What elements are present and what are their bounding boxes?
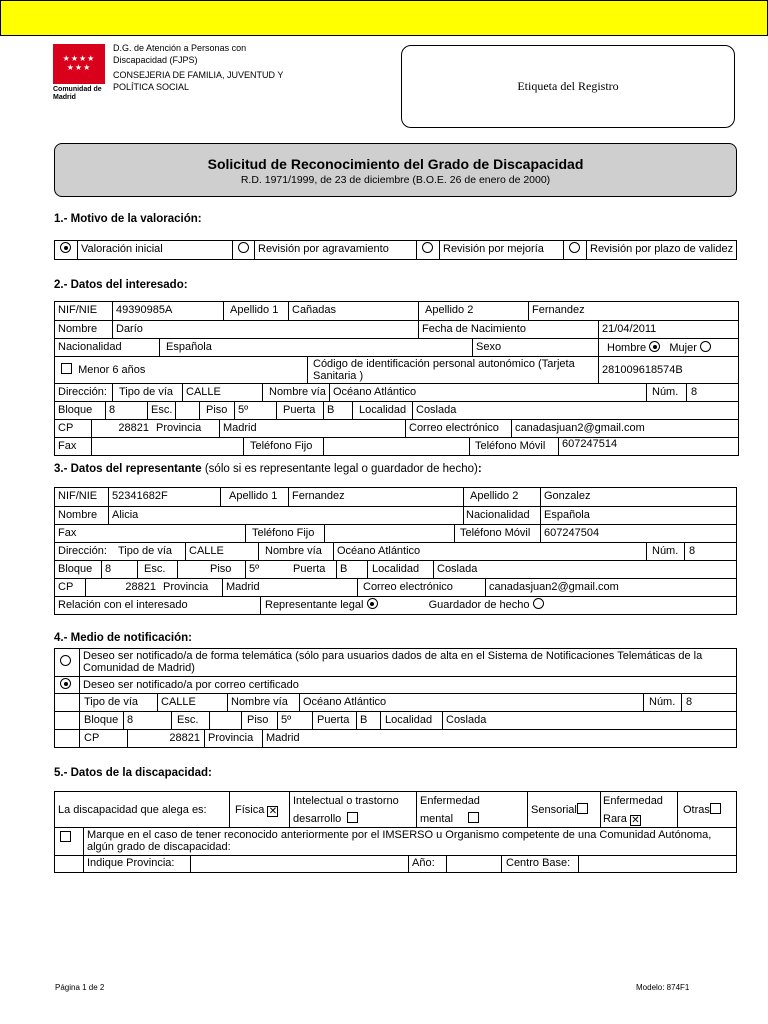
motivo-table [54, 240, 737, 260]
rep-puerta-value[interactable]: B [336, 561, 367, 578]
label-intelectual: Intelectual o trastorno [293, 795, 399, 807]
opt-mejoria: Revisión por mejoría [439, 241, 563, 259]
rep-nif-value[interactable]: 52341682F [108, 488, 220, 506]
page-number: Página 1 de 2 [55, 983, 105, 992]
nacionalidad-value[interactable]: Española [159, 339, 472, 356]
telefono-fijo-value[interactable] [323, 438, 469, 455]
sensorial-cell [527, 792, 600, 827]
not-piso-value[interactable]: 5º [277, 712, 312, 729]
cp-value[interactable]: 28821 [91, 420, 153, 437]
label-representante-legal: Representante legal [265, 599, 364, 611]
rep-label-bloque: Bloque [58, 563, 93, 575]
rep-label-provincia: Provincia [163, 581, 209, 593]
not-label-localidad: Localidad [380, 712, 442, 729]
label-nombre: Nombre [58, 323, 98, 335]
rep-label-telefono-fijo: Teléfono Fijo [245, 525, 324, 542]
intelectual-cell [289, 792, 416, 827]
rep-cp-value[interactable]: 28821 [85, 579, 160, 596]
header-text [113, 43, 293, 93]
interesado-table [54, 301, 739, 456]
piso-value[interactable]: 5º [234, 402, 276, 419]
label-centro-base: Centro Base: [501, 856, 578, 872]
label-esc: Esc. [147, 402, 175, 419]
section4-heading: 4.- Medio de notificación: [54, 632, 193, 644]
label-rara: Rara [603, 813, 627, 825]
form-title-box [54, 143, 737, 197]
rep-telefono-movil-value[interactable]: 607247504 [540, 525, 738, 542]
label-nombre-via: Nombre vía [262, 384, 329, 401]
label-telefono-fijo: Teléfono Fijo [243, 438, 323, 455]
localidad-value[interactable]: Coslada [412, 402, 740, 419]
radio-hombre[interactable] [649, 341, 660, 352]
rep-esc-value[interactable] [177, 561, 207, 578]
radio-representante-legal[interactable] [367, 598, 378, 609]
checkbox-intelectual[interactable] [347, 812, 358, 823]
checkbox-enfermedad-mental[interactable] [468, 812, 479, 823]
label-anio: Año: [408, 856, 446, 872]
rep-label-correo: Correo electrónico [357, 579, 485, 596]
label-enfermedad: Enfermedad [420, 795, 480, 807]
label-indique-provincia: Indique Provincia: [83, 856, 190, 872]
label-bloque: Bloque [58, 404, 93, 416]
telefono-movil-value[interactable]: 607247514 [558, 438, 740, 455]
label-sexo: Sexo [472, 339, 598, 356]
checkbox-reconocido-anteriormente[interactable] [60, 831, 71, 842]
checkbox-sensorial[interactable] [577, 803, 588, 814]
enfermedad-mental-cell [416, 792, 527, 827]
fisica-cell [229, 792, 289, 827]
not-label-num: Núm. [643, 694, 681, 711]
esc-value[interactable] [175, 402, 199, 419]
fax-value[interactable] [91, 438, 243, 455]
puerta-value[interactable]: B [323, 402, 352, 419]
rep-label-puerta: Puerta [293, 563, 326, 575]
rep-apellido1-value[interactable]: Fernandez [288, 488, 463, 506]
cons-line1: CONSEJERIA DE FAMILIA, JUVENTUD Y [113, 70, 284, 80]
not-label-esc: Esc. [171, 712, 209, 729]
label-telefono-movil: Teléfono Móvil [469, 438, 558, 455]
menor-6-cell [55, 357, 307, 383]
correo-value[interactable]: canadasjuan2@gmail.com [511, 420, 740, 437]
not-esc-value[interactable] [209, 712, 241, 729]
label-mujer: Mujer [669, 342, 697, 354]
opt-valoracion-inicial: Valoración inicial [77, 241, 232, 259]
codigo-autonomico-value[interactable]: 281009618574B [598, 357, 740, 383]
label-correo: Correo electrónico [405, 420, 511, 437]
label-discapacidad-alega: La discapacidad que alega es: [58, 804, 207, 816]
label-otras: Otras [683, 804, 710, 816]
not-tipo-via-value[interactable]: CALLE [157, 694, 227, 711]
label-puerta: Puerta [276, 402, 323, 419]
label-apellido1: Apellido 1 [223, 302, 288, 320]
registry-label: Etiqueta del Registro [517, 79, 619, 93]
label-num: Núm. [646, 384, 686, 401]
not-cp-value[interactable]: 28821 [127, 730, 204, 747]
anio-value[interactable] [446, 856, 501, 872]
apellido2-value[interactable]: Fernandez [528, 302, 740, 320]
rep-label-esc: Esc. [137, 561, 177, 578]
label-tipo-via: Tipo de vía [112, 384, 182, 401]
rep-relacion-options [260, 597, 738, 614]
not-label-bloque: Bloque [79, 712, 123, 729]
label-piso: Piso [199, 402, 234, 419]
label-provincia: Provincia [156, 422, 202, 434]
rep-bloque-value[interactable]: 8 [101, 561, 137, 578]
num-value[interactable]: 8 [686, 384, 740, 401]
not-label-piso: Piso [241, 712, 277, 729]
not-label-puerta: Puerta [312, 712, 356, 729]
nif-value[interactable]: 49390985A [112, 302, 223, 320]
nombre-via-value[interactable]: Océano Atlántico [329, 384, 646, 401]
label-menor-6: Menor 6 años [78, 364, 146, 376]
rep-apellido2-value[interactable]: Gonzalez [540, 488, 738, 506]
rep-label-fax: Fax [58, 527, 77, 539]
opt-telematica: Deseo ser notificado/a de forma telemática (sólo para usuarios dados de alta en el Sistema de Notificaciones Telemáticas de la Comunidad de Madrid) [79, 649, 738, 676]
section2-heading: 2.- Datos del interesado: [54, 279, 188, 291]
notificacion-table [54, 648, 737, 748]
section5-heading: 5.- Datos de la discapacidad: [54, 767, 212, 779]
rep-label-cp: CP [58, 581, 74, 593]
label-nacionalidad: Nacionalidad [58, 341, 122, 353]
sexo-options [598, 339, 740, 356]
label-localidad: Localidad [352, 402, 412, 419]
opt-plazo-validez: Revisión por plazo de validez [586, 241, 738, 259]
rep-localidad-value[interactable]: Coslada [433, 561, 738, 578]
label-cp: CP [58, 422, 74, 434]
label-enfermedad-rara: Enfermedad [603, 795, 663, 807]
centro-base-value[interactable] [578, 856, 738, 872]
rep-label-tipo-via: Tipo de vía [118, 545, 173, 557]
not-label-nombre-via: Nombre vía [227, 694, 299, 711]
label-desarrollo: desarrollo [293, 813, 342, 825]
label-hombre: Hombre [607, 342, 647, 354]
checkbox-menor-6[interactable] [61, 363, 72, 374]
radio-mujer[interactable] [700, 341, 711, 352]
opt-correo-certificado: Deseo ser notificado/a por correo certificado [79, 677, 738, 693]
radio-agravamiento[interactable] [238, 242, 249, 253]
section3-note: (sólo si es representante legal o guardador de hecho) [204, 463, 478, 475]
model-number: Modelo: 874F1 [636, 983, 690, 992]
rep-label-nombre-via: Nombre vía [258, 543, 333, 560]
bloque-value[interactable]: 8 [105, 402, 147, 419]
not-num-value[interactable]: 8 [681, 694, 738, 711]
section1-heading: 1.- Motivo de la valoración: [54, 213, 202, 225]
rep-label-relacion: Relación con el interesado [58, 599, 188, 611]
radio-correo-certificado[interactable] [60, 678, 71, 689]
not-provincia-value[interactable]: Madrid [262, 730, 738, 747]
rep-label-piso: Piso [210, 563, 232, 575]
enfermedad-rara-cell [600, 792, 677, 827]
rep-label-nif: NIF/NIE [58, 490, 98, 502]
not-localidad-value[interactable]: Coslada [442, 712, 738, 729]
checkbox-otras[interactable] [710, 803, 721, 814]
comunidad-madrid-logo [53, 44, 105, 100]
label-guardador-hecho: Guardador de hecho [428, 599, 530, 611]
form-title: Solicitud de Reconocimiento del Grado de Discapacidad [207, 156, 584, 172]
not-label-cp: CP [79, 730, 127, 747]
form-subtitle: R.D. 1971/1999, de 23 de diciembre (B.O.E. 26 de enero de 2000) [240, 174, 551, 186]
radio-valoracion-inicial[interactable] [60, 242, 71, 253]
opt-agravamiento: Revisión por agravamiento [254, 241, 416, 259]
cons-line2: POLÍTICA SOCIAL [113, 81, 190, 92]
rep-label-localidad: Localidad [367, 561, 433, 578]
radio-guardador-hecho[interactable] [533, 598, 544, 609]
top-banner [0, 0, 768, 36]
rep-label-apellido2: Apellido 2 [463, 488, 540, 506]
checkbox-enfermedad-rara[interactable]: ✕ [631, 815, 640, 826]
dept-line2: Discapacidad (FJPS) [113, 54, 198, 65]
rep-nombre-via-value[interactable]: Océano Atlántico [333, 543, 646, 560]
otras-cell [677, 792, 738, 827]
discapacidad-table [54, 791, 737, 873]
radio-plazo-validez[interactable] [569, 242, 580, 253]
rep-nacionalidad-value[interactable]: Española [540, 507, 738, 524]
nombre-value[interactable]: Darío [112, 321, 418, 338]
dept-line1: D.G. de Atención a Personas con [113, 43, 247, 53]
apellido1-value[interactable]: Cañadas [288, 302, 418, 320]
not-nombre-via-value[interactable]: Océano Atlántico [299, 694, 643, 711]
rep-telefono-fijo-value[interactable] [324, 525, 454, 542]
not-bloque-value[interactable]: 8 [123, 712, 171, 729]
not-label-provincia: Provincia [204, 730, 262, 747]
label-direccion: Dirección: [58, 386, 107, 398]
registry-label-box [401, 45, 735, 128]
radio-telematica[interactable] [60, 655, 71, 666]
rep-num-value[interactable]: 8 [684, 543, 738, 560]
label-fax: Fax [58, 440, 77, 452]
rep-fax-value[interactable] [108, 525, 245, 542]
rep-label-nombre: Nombre [58, 509, 98, 521]
representante-table [54, 487, 737, 615]
rep-label-num: Núm. [646, 543, 684, 560]
label-apellido2: Apellido 2 [418, 302, 528, 320]
label-mental: mental [420, 813, 454, 825]
rep-label-apellido1: Apellido 1 [220, 488, 288, 506]
section3-heading: 3.- Datos del representante (sólo si es representante legal o guardador de hecho): [54, 463, 482, 475]
provincia-value[interactable]: Madrid [219, 420, 405, 437]
madrid-flag-icon: ★★★★ ★★★ [53, 44, 105, 84]
label-fisica: Física [235, 804, 265, 816]
section3-title: 3.- Datos del representante [54, 463, 202, 475]
logo-text: Comunidad de Madrid [53, 86, 102, 101]
indique-provincia-value[interactable] [190, 856, 408, 872]
checkbox-fisica[interactable]: ✕ [268, 806, 278, 817]
not-label-tipo-via: Tipo de vía [79, 694, 157, 711]
radio-mejoria[interactable] [422, 242, 433, 253]
rep-label-telefono-movil: Teléfono Móvil [454, 525, 540, 542]
rep-piso-value[interactable]: 5º [245, 561, 290, 578]
rep-provincia-value[interactable]: Madrid [222, 579, 357, 596]
rep-tipo-via-value[interactable]: CALLE [185, 543, 258, 560]
rep-correo-value[interactable]: canadasjuan2@gmail.com [485, 579, 738, 596]
label-nif: NIF/NIE [58, 304, 98, 316]
not-puerta-value[interactable]: B [356, 712, 380, 729]
fecha-nacimiento-value[interactable]: 21/04/2011 [598, 321, 740, 338]
label-sensorial: Sensorial [531, 804, 577, 816]
rep-label-direccion: Dirección: [58, 545, 107, 557]
rep-nombre-value[interactable]: Alicia [108, 507, 463, 524]
label-fecha-nacimiento: Fecha de Nacimiento [418, 321, 598, 338]
rep-label-nacionalidad: Nacionalidad [463, 507, 540, 524]
label-codigo-autonomico: Código de identificación personal autonómico (Tarjeta Sanitaria ) [307, 357, 598, 383]
tipo-via-value[interactable]: CALLE [182, 384, 262, 401]
text-reconocido-anteriormente: Marque en el caso de tener reconocido anteriormente por el IMSERSO u Organismo competente de una Comunidad Autónoma, algún grado de discapacidad: [83, 828, 738, 855]
